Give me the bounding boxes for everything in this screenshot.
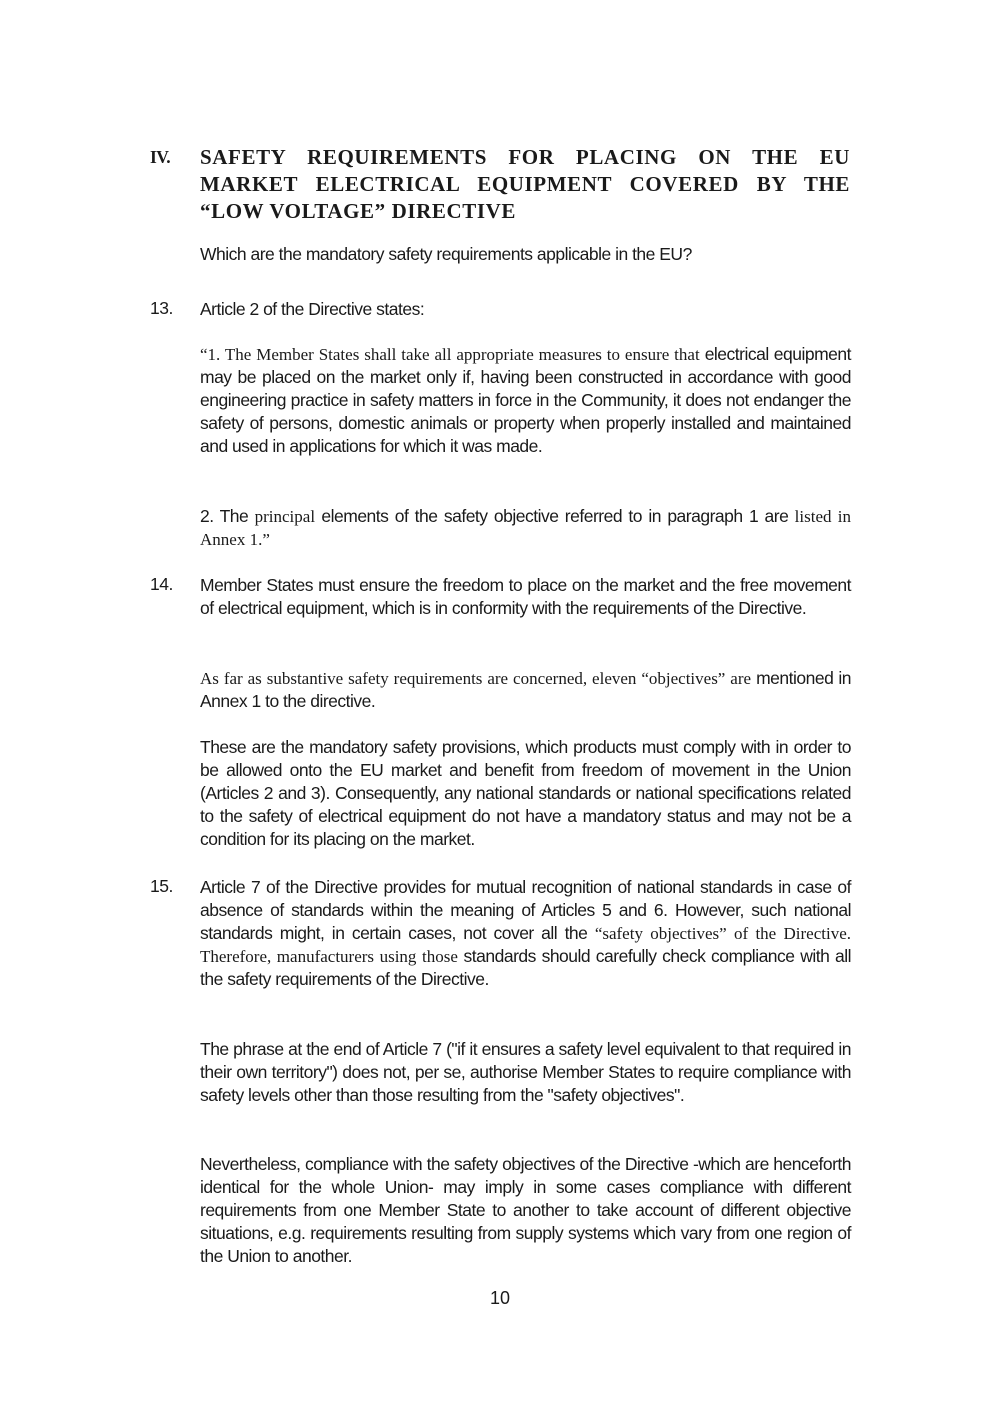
paragraph-number-14: 14. — [150, 574, 173, 594]
paragraph-14-part-2-rest: mentioned in Annex 1 to the directive. — [200, 668, 851, 711]
paragraph-14-text: Member States must ensure the freedom to place on the market and the free movement of electrical equipment, which is in conformity with the requirements of the Directive. — [200, 575, 851, 618]
paragraph-15-rest: standards should carefully check compliance with all the safety requirements of the Directive. — [200, 946, 851, 989]
paragraph-14-part-3: These are the mandatory safety provisions, which products must comply with in order to be allowed onto the EU market and benefit from freedom of movement in the Union (Articles 2 and 3). Consequently, any national standards or national specifications related to the safety of electrical equipment do not have a mandatory status and may not be a condition for its placing on the market. — [200, 737, 851, 849]
paragraph-15-text — [200, 876, 851, 991]
quote-2-mid: principal — [254, 507, 316, 526]
paragraph-number-13: 13. — [150, 298, 173, 318]
quote-2-end: listed in Annex 1.” — [200, 507, 851, 549]
section-heading — [150, 144, 850, 225]
quote-1-lead: “1. The Member States shall take all appropriate measures to ensure that — [200, 345, 700, 364]
paragraph-13-text: Article 2 of the Directive states: — [200, 299, 425, 319]
page-number: 10 — [489, 1288, 511, 1308]
paragraph-15-part-2: The phrase at the end of Article 7 ("if it ensures a safety level equivalent to that required in their own territory") does not, per se, authorise Member States to require compliance with safety levels other than those resulting from the "safety objectives". — [200, 1039, 851, 1105]
paragraph-number-15: 15. — [150, 876, 173, 896]
quote-paragraph-2 — [200, 505, 851, 551]
guiding-question: Which are the mandatory safety requirements applicable in the EU? — [200, 244, 692, 264]
section-number: IV. — [150, 147, 171, 167]
quote-paragraph-1 — [200, 343, 851, 458]
paragraph-15-lead: Article 7 of the Directive provides for mutual recognition of national standards in case of absence of standards within the meaning of Articles 5 and 6. However, such national standards might, in certain cases, not cover all the — [200, 877, 851, 943]
section-title: SAFETY REQUIREMENTS FOR PLACING ON THE EU MARKET ELECTRICAL EQUIPMENT COVERED BY THE “LOW VOLTAGE” DIRECTIVE — [200, 145, 850, 223]
paragraph-14-part-2-lead: As far as substantive safety requirements are concerned, eleven “objectives” are — [200, 669, 752, 688]
quote-2-rest: elements of the safety objective referred to in paragraph 1 are — [321, 506, 789, 526]
quote-1-rest: electrical equipment may be placed on the market only if, having been constructed in accordance with good engineering practice in safety matters in force in the Community, it does not endanger the safety of persons, domestic animals or property when properly installed and maintained and used in applications for which it was made. — [200, 344, 851, 456]
paragraph-15-mid: “safety objectives” of the Directive. Therefore, manufacturers using those — [200, 924, 851, 966]
paragraph-15-part-3: Nevertheless, compliance with the safety objectives of the Directive -which are henceforth identical for the whole Union- may imply in some cases compliance with different requirements from one Member State to another to take account of different objective situations, e.g. requirements resulting from supply systems which vary from one region of the Union to another. — [200, 1154, 851, 1266]
paragraph-14-part-2 — [200, 667, 851, 713]
quote-2-lead: 2. The — [200, 506, 249, 526]
